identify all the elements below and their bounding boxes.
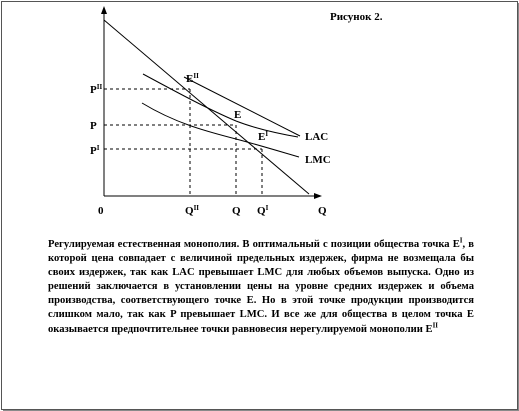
point-e: E (234, 109, 242, 121)
y-tick-p-double: $P^{II}$ (90, 83, 103, 96)
caption-text-2: , в которой цена совпадает с величиной предельных издержек, фирма не возмещала бы своих издержек, так как LAC превышает LMC для любых объемов выпуска. Одно из решений заключается в установлении цены на уровне средних издержек и объема производства, соответствующего точке E. Но в этой точке продукции производится слишком мало, так как P превышает LMC. И все же для общества в целом точка E оказывается предпочтительнее точки равновесия нерегулируемой монополии E (48, 239, 474, 335)
caption-sup-1: I (459, 236, 463, 245)
caption-text-1: Регулируемая естественная монополия. В оптимальный с позиции общества точка E (48, 239, 460, 250)
point-e-prime: $E^I$ (258, 130, 269, 143)
origin-label: 0 (98, 205, 104, 217)
lmc-label: LMC (305, 154, 331, 166)
y-tick-p: P (90, 120, 97, 132)
x-tick-q-prime: $Q^I$ (257, 204, 269, 217)
y-axis-arrow-icon (101, 6, 107, 14)
lac-label: LAC (305, 131, 329, 143)
figure-caption (48, 238, 474, 337)
x-tick-q-double: $Q^{II}$ (185, 204, 200, 217)
figure-title: Рисунок 2. (330, 11, 383, 23)
marginal-revenue-line (184, 77, 300, 136)
x-axis-arrow-icon (314, 193, 322, 199)
x-tick-q: Q (232, 205, 241, 217)
x-axis-label: Q (318, 205, 327, 217)
caption-sup-2: II (432, 321, 439, 330)
lac-curve (143, 74, 298, 137)
point-e-double: $E^{II}$ (186, 72, 199, 85)
y-tick-p-prime: $P^I$ (90, 144, 100, 157)
